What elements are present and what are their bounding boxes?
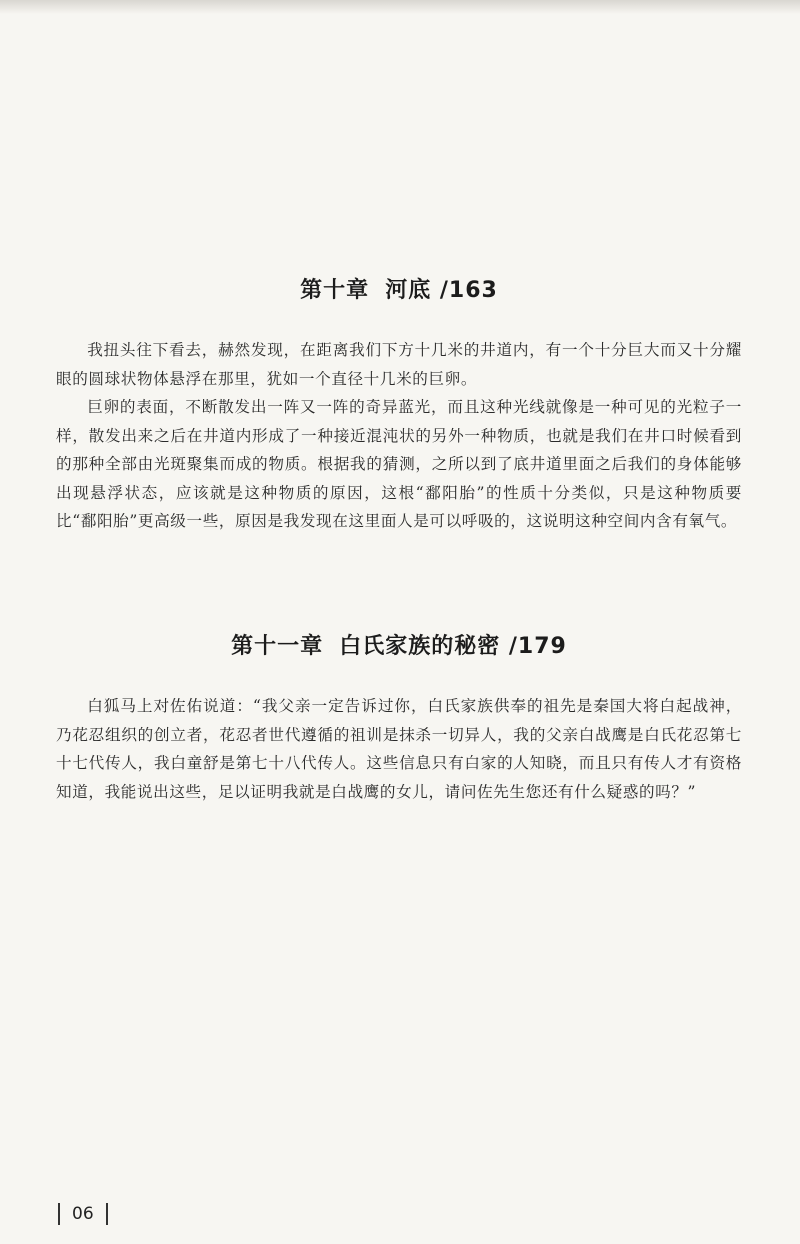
page-top-shadow — [0, 0, 800, 14]
footer-divider-right — [106, 1203, 108, 1225]
paragraph: 巨卵的表面，不断散发出一阵又一阵的奇异蓝光，而且这种光线就像是一种可见的光粒子一样，散发出来之后在井道内形成了一种接近混沌状的另外一种物质，也就是我们在井口时候看到的那种全部由光斑聚集而成的物质。根据我的猜测，之所以到了底井道里面之后我们的身体能够出现悬浮状态，应该就是这种物质的原因，这根“鄱阳胎”的性质十分类似，只是这种物质要比“鄱阳胎”更高级一些，原因是我发现在这里面人是可以呼吸的，这说明这种空间内含有氧气。 — [56, 398, 742, 530]
chapter-number: 第十章 — [300, 278, 370, 303]
chapter-name: 白氏家族的秘密 /179 — [339, 634, 567, 659]
page-footer — [58, 1203, 108, 1225]
paragraph: 我扭头往下看去，赫然发现，在距离我们下方十几米的井道内，有一个十分巨大而又十分耀眼的圆球状物体悬浮在那里，犹如一个直径十几米的巨卵。 — [56, 341, 742, 388]
chapter-section-11 — [56, 632, 742, 806]
chapter-title — [56, 632, 742, 662]
chapter-section-10 — [56, 276, 742, 536]
paragraph: 白狐马上对佐佑说道：“我父亲一定告诉过你，白氏家族供奉的祖先是秦国大将白起战神，乃花忍组织的创立者，花忍者世代遵循的祖训是抹杀一切异人，我的父亲白战鹰是白氏花忍第七十七代传人，我白童舒是第七十八代传人。这些信息只有白家的人知晓，而且只有传人才有资格知道，我能说出这些，足以证明我就是白战鹰的女儿，请问佐先生您还有什么疑惑的吗？” — [56, 697, 742, 801]
page-number: 06 — [72, 1204, 94, 1224]
chapter-name: 河底 /163 — [385, 278, 498, 303]
footer-divider-left — [58, 1203, 60, 1225]
chapter-title — [56, 276, 742, 306]
chapter-number: 第十一章 — [231, 634, 324, 659]
